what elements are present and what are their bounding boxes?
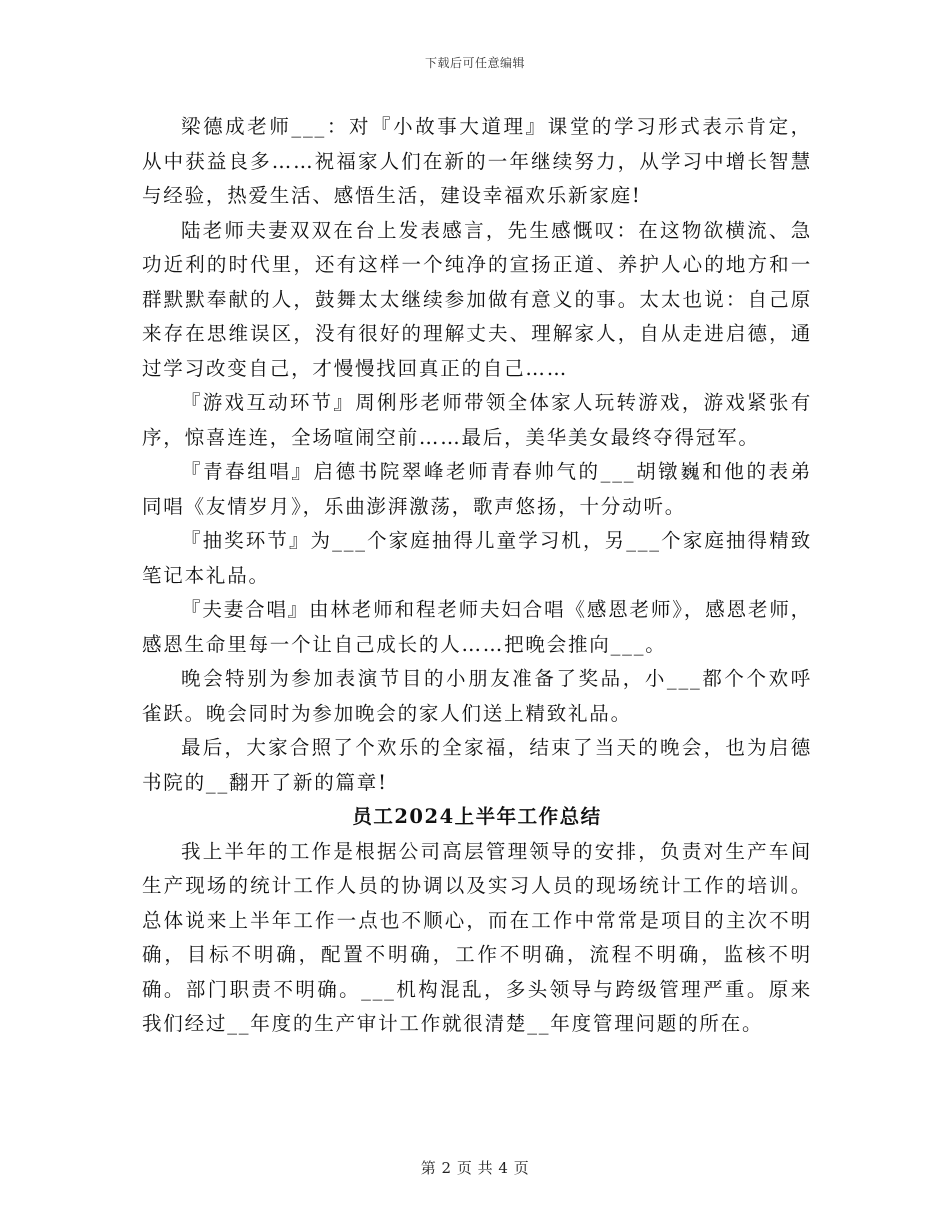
paragraph: 『青春组唱』启德书院翠峰老师青春帅气的___胡镦巍和他的表弟同唱《友情岁月》，乐曲澎湃激荡，歌声悠扬，十分动听。 xyxy=(142,460,812,518)
paragraph: 梁德成老师___：对『小故事大道理』课堂的学习形式表示肯定，从中获益良多……祝福家人们在新的一年继续努力，从学习中增长智慧与经验，热爱生活、感悟生活，建设幸福欢乐新家庭! xyxy=(142,115,812,207)
paragraph: 晚会特别为参加表演节目的小朋友准备了奖品，小___都个个欢呼雀跃。晚会同时为参加晚会的家人们送上精致礼品。 xyxy=(142,667,812,725)
paragraph: 『抽奖环节』为___个家庭抽得儿童学习机，另___个家庭抽得精致笔记本礼品。 xyxy=(142,529,812,587)
paragraph: 『夫妻合唱』由林老师和程老师夫妇合唱《感恩老师》，感恩老师，感恩生命里每一个让自己成长的人……把晚会推向___。 xyxy=(142,598,812,656)
paragraph: 陆老师夫妻双双在台上发表感言，先生感慨叹：在这物欲横流、急功近利的时代里，还有这样一个纯净的宣扬正道、养护人心的地方和一群默默奉献的人，鼓舞太太继续参加做有意义的事。太太也说：自己原来存在思维误区，没有很好的理解丈夫、理解家人，自从走进启德，通过学习改变自己，才慢慢找回真正的自己…… xyxy=(142,218,812,380)
paragraph: 最后，大家合照了个欢乐的全家福，结束了当天的晚会，也为启德书院的__翻开了新的篇章! xyxy=(142,736,812,794)
page-footer: 第 2 页 共 4 页 xyxy=(420,1159,530,1177)
page-header: 下载后可任意编辑 xyxy=(424,56,525,70)
document-body xyxy=(142,110,812,1042)
paragraph: 『游戏互动环节』周俐彤老师带领全体家人玩转游戏，游戏紧张有序，惊喜连连，全场喧闹空前……最后，美华美女最终夺得冠军。 xyxy=(142,391,812,449)
paragraph: 我上半年的工作是根据公司高层管理领导的安排，负责对生产车间生产现场的统计工作人员的协调以及实习人员的现场统计工作的培训。总体说来上半年工作一点也不顺心，而在工作中常常是项目的主次不明确，目标不明确，配置不明确，工作不明确，流程不明确，监核不明确。部门职责不明确。___机构混乱，多头领导与跨级管理严重。原来我们经过__年度的生产审计工作就很清楚__年度管理问题的所在。 xyxy=(142,839,812,1035)
section-title: 员工2024上半年工作总结 xyxy=(352,805,602,828)
